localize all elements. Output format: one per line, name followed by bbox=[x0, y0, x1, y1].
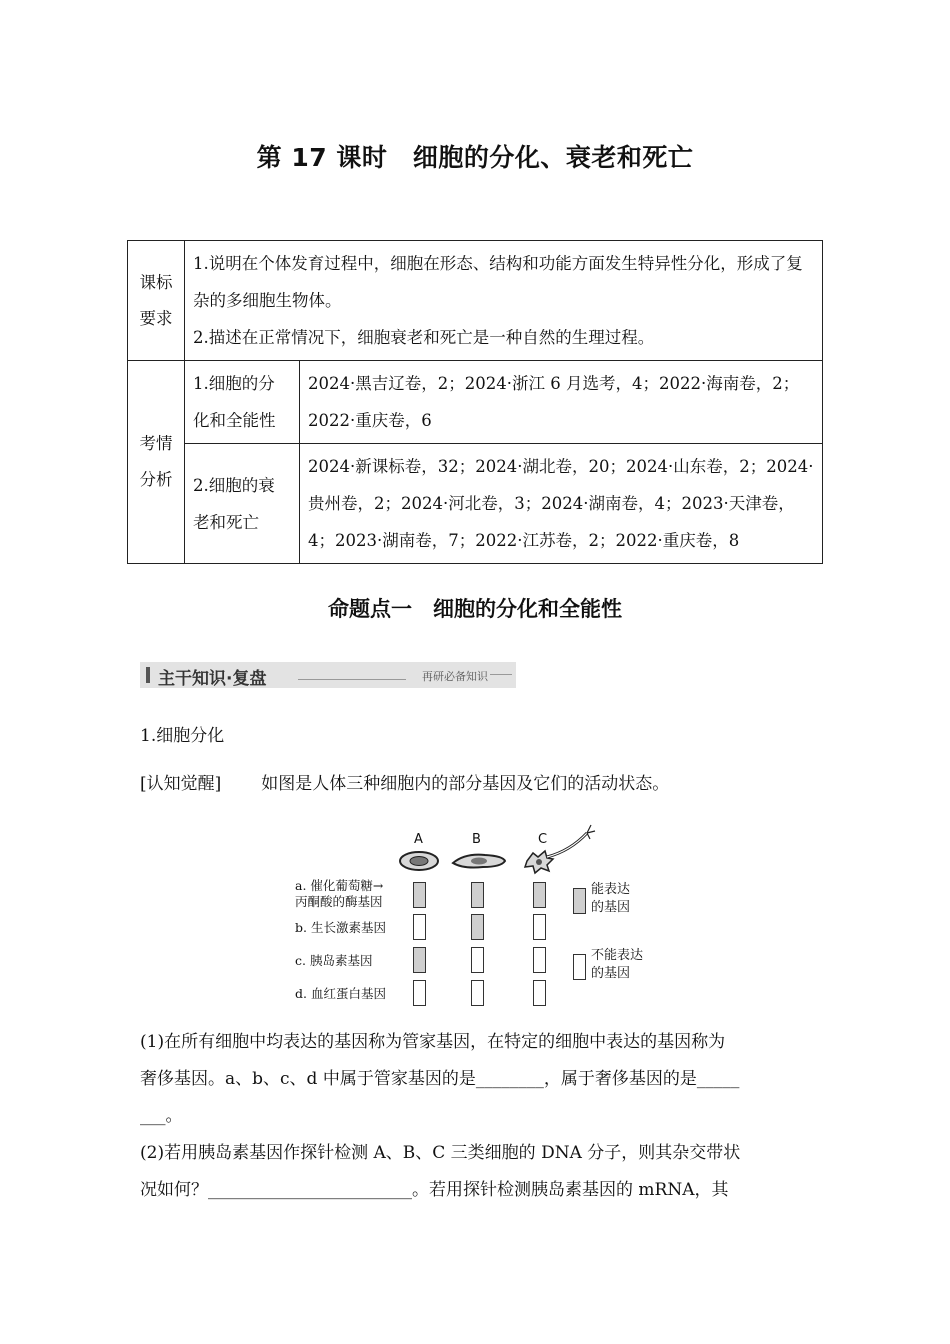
topic-exams: 2024·黑吉辽卷，2；2024·浙江 6 月选考，4；2022·海南卷，2；2022·重庆卷，6 bbox=[300, 361, 823, 444]
gene-expression-diagram bbox=[295, 823, 665, 1013]
gene-state-box bbox=[413, 947, 426, 973]
question-1-line: ___。 bbox=[140, 1106, 183, 1126]
legend-expressed-line2: 的基因 bbox=[591, 900, 631, 915]
gene-state-box bbox=[413, 914, 426, 940]
question-2-line: 况如何？________________________。若用探针检测胰岛素基因的 mRNA，其 bbox=[140, 1180, 729, 1200]
question-2-line: (2)若用胰岛素基因作探针检测 A、B、C 三类细胞的 DNA 分子，则其杂交带状 bbox=[140, 1143, 741, 1163]
gene-state-box bbox=[471, 882, 484, 908]
topic-exams: 2024·新课标卷，32；2024·湖北卷，20；2024·山东卷，2；2024·贵州卷，2；2024·河北卷，3；2024·湖南卷，4；2023·天津卷，4；2023·湖南卷，7；2022·江苏卷，2；2022·重庆卷，8 bbox=[300, 444, 823, 564]
knowledge-banner bbox=[140, 662, 516, 688]
question-1 bbox=[140, 1024, 812, 1135]
table-row bbox=[128, 361, 823, 444]
cell-label-a: A bbox=[414, 832, 423, 847]
section-title: 命题点一 细胞的分化和全能性 bbox=[328, 597, 622, 621]
gene-state-box bbox=[471, 980, 484, 1006]
banner-title: 主干知识·复盘 bbox=[158, 669, 267, 689]
requirement-item: 1.说明在个体发育过程中，细胞在形态、结构和功能方面发生特异性分化，形成了复杂的多细胞生物体。 bbox=[193, 254, 803, 310]
gene-state-box bbox=[413, 882, 426, 908]
gene-label-c: c. 胰岛素基因 bbox=[295, 953, 373, 968]
gene-state-box bbox=[533, 882, 546, 908]
gene-state-box bbox=[533, 980, 546, 1006]
topic-name: 1.细胞的分化和全能性 bbox=[185, 361, 300, 444]
gene-label-d: d. 血红蛋白基因 bbox=[295, 986, 386, 1001]
cell-a-icon bbox=[400, 852, 438, 870]
row-label-analysis: 考情分析 bbox=[128, 361, 185, 564]
cell-c-icon bbox=[525, 825, 595, 873]
gene-label-a-line2: 丙酮酸的酶基因 bbox=[295, 894, 383, 909]
question-1-line: 奢侈基因。a、b、c、d 中属于管家基因的是________，属于奢侈基因的是_____ bbox=[140, 1069, 740, 1089]
banner-subtitle: 再研必备知识 bbox=[422, 670, 488, 683]
legend-not-expressed-line2: 的基因 bbox=[591, 966, 631, 981]
gene-state-box bbox=[471, 947, 484, 973]
cognition-tag: [认知觉醒] bbox=[140, 774, 222, 794]
legend-expressed-swatch bbox=[573, 888, 586, 914]
cell-label-b: B bbox=[472, 832, 481, 847]
topic-name: 2.细胞的衰老和死亡 bbox=[185, 444, 300, 564]
cell-label-c: C bbox=[538, 832, 548, 847]
gene-state-box bbox=[533, 947, 546, 973]
cognition-line bbox=[140, 766, 669, 802]
gene-label-b: b. 生长激素基因 bbox=[295, 920, 386, 935]
cell-b-icon bbox=[453, 855, 505, 868]
curriculum-table bbox=[127, 240, 823, 564]
question-1-line: (1)在所有细胞中均表达的基因称为管家基因，在特定的细胞中表达的基因称为 bbox=[140, 1032, 726, 1052]
legend-not-expressed-line1: 不能表达 bbox=[591, 948, 644, 963]
row-label-requirements: 课标要求 bbox=[128, 241, 185, 361]
banner-divider bbox=[298, 679, 406, 680]
banner-tail-line bbox=[490, 674, 512, 675]
gene-state-box bbox=[471, 914, 484, 940]
heading-cell-differentiation: 1.细胞分化 bbox=[140, 726, 225, 746]
cell-drawings bbox=[295, 823, 665, 883]
legend-not-expressed-swatch bbox=[573, 954, 586, 980]
page-title: 第 17 课时 细胞的分化、衰老和死亡 bbox=[256, 143, 694, 172]
table-row bbox=[128, 444, 823, 564]
legend-expressed-line1: 能表达 bbox=[591, 882, 631, 897]
banner-bar-icon bbox=[146, 667, 150, 683]
question-2 bbox=[140, 1135, 812, 1209]
table-row bbox=[128, 241, 823, 361]
gene-label-a-line1: a. 催化葡萄糖→ bbox=[295, 878, 384, 893]
gene-state-box bbox=[533, 914, 546, 940]
gene-state-box bbox=[413, 980, 426, 1006]
cognition-text: 如图是人体三种细胞内的部分基因及它们的活动状态。 bbox=[261, 774, 670, 794]
requirements-cell bbox=[185, 241, 823, 361]
requirement-item: 2.描述在正常情况下，细胞衰老和死亡是一种自然的生理过程。 bbox=[193, 328, 655, 347]
